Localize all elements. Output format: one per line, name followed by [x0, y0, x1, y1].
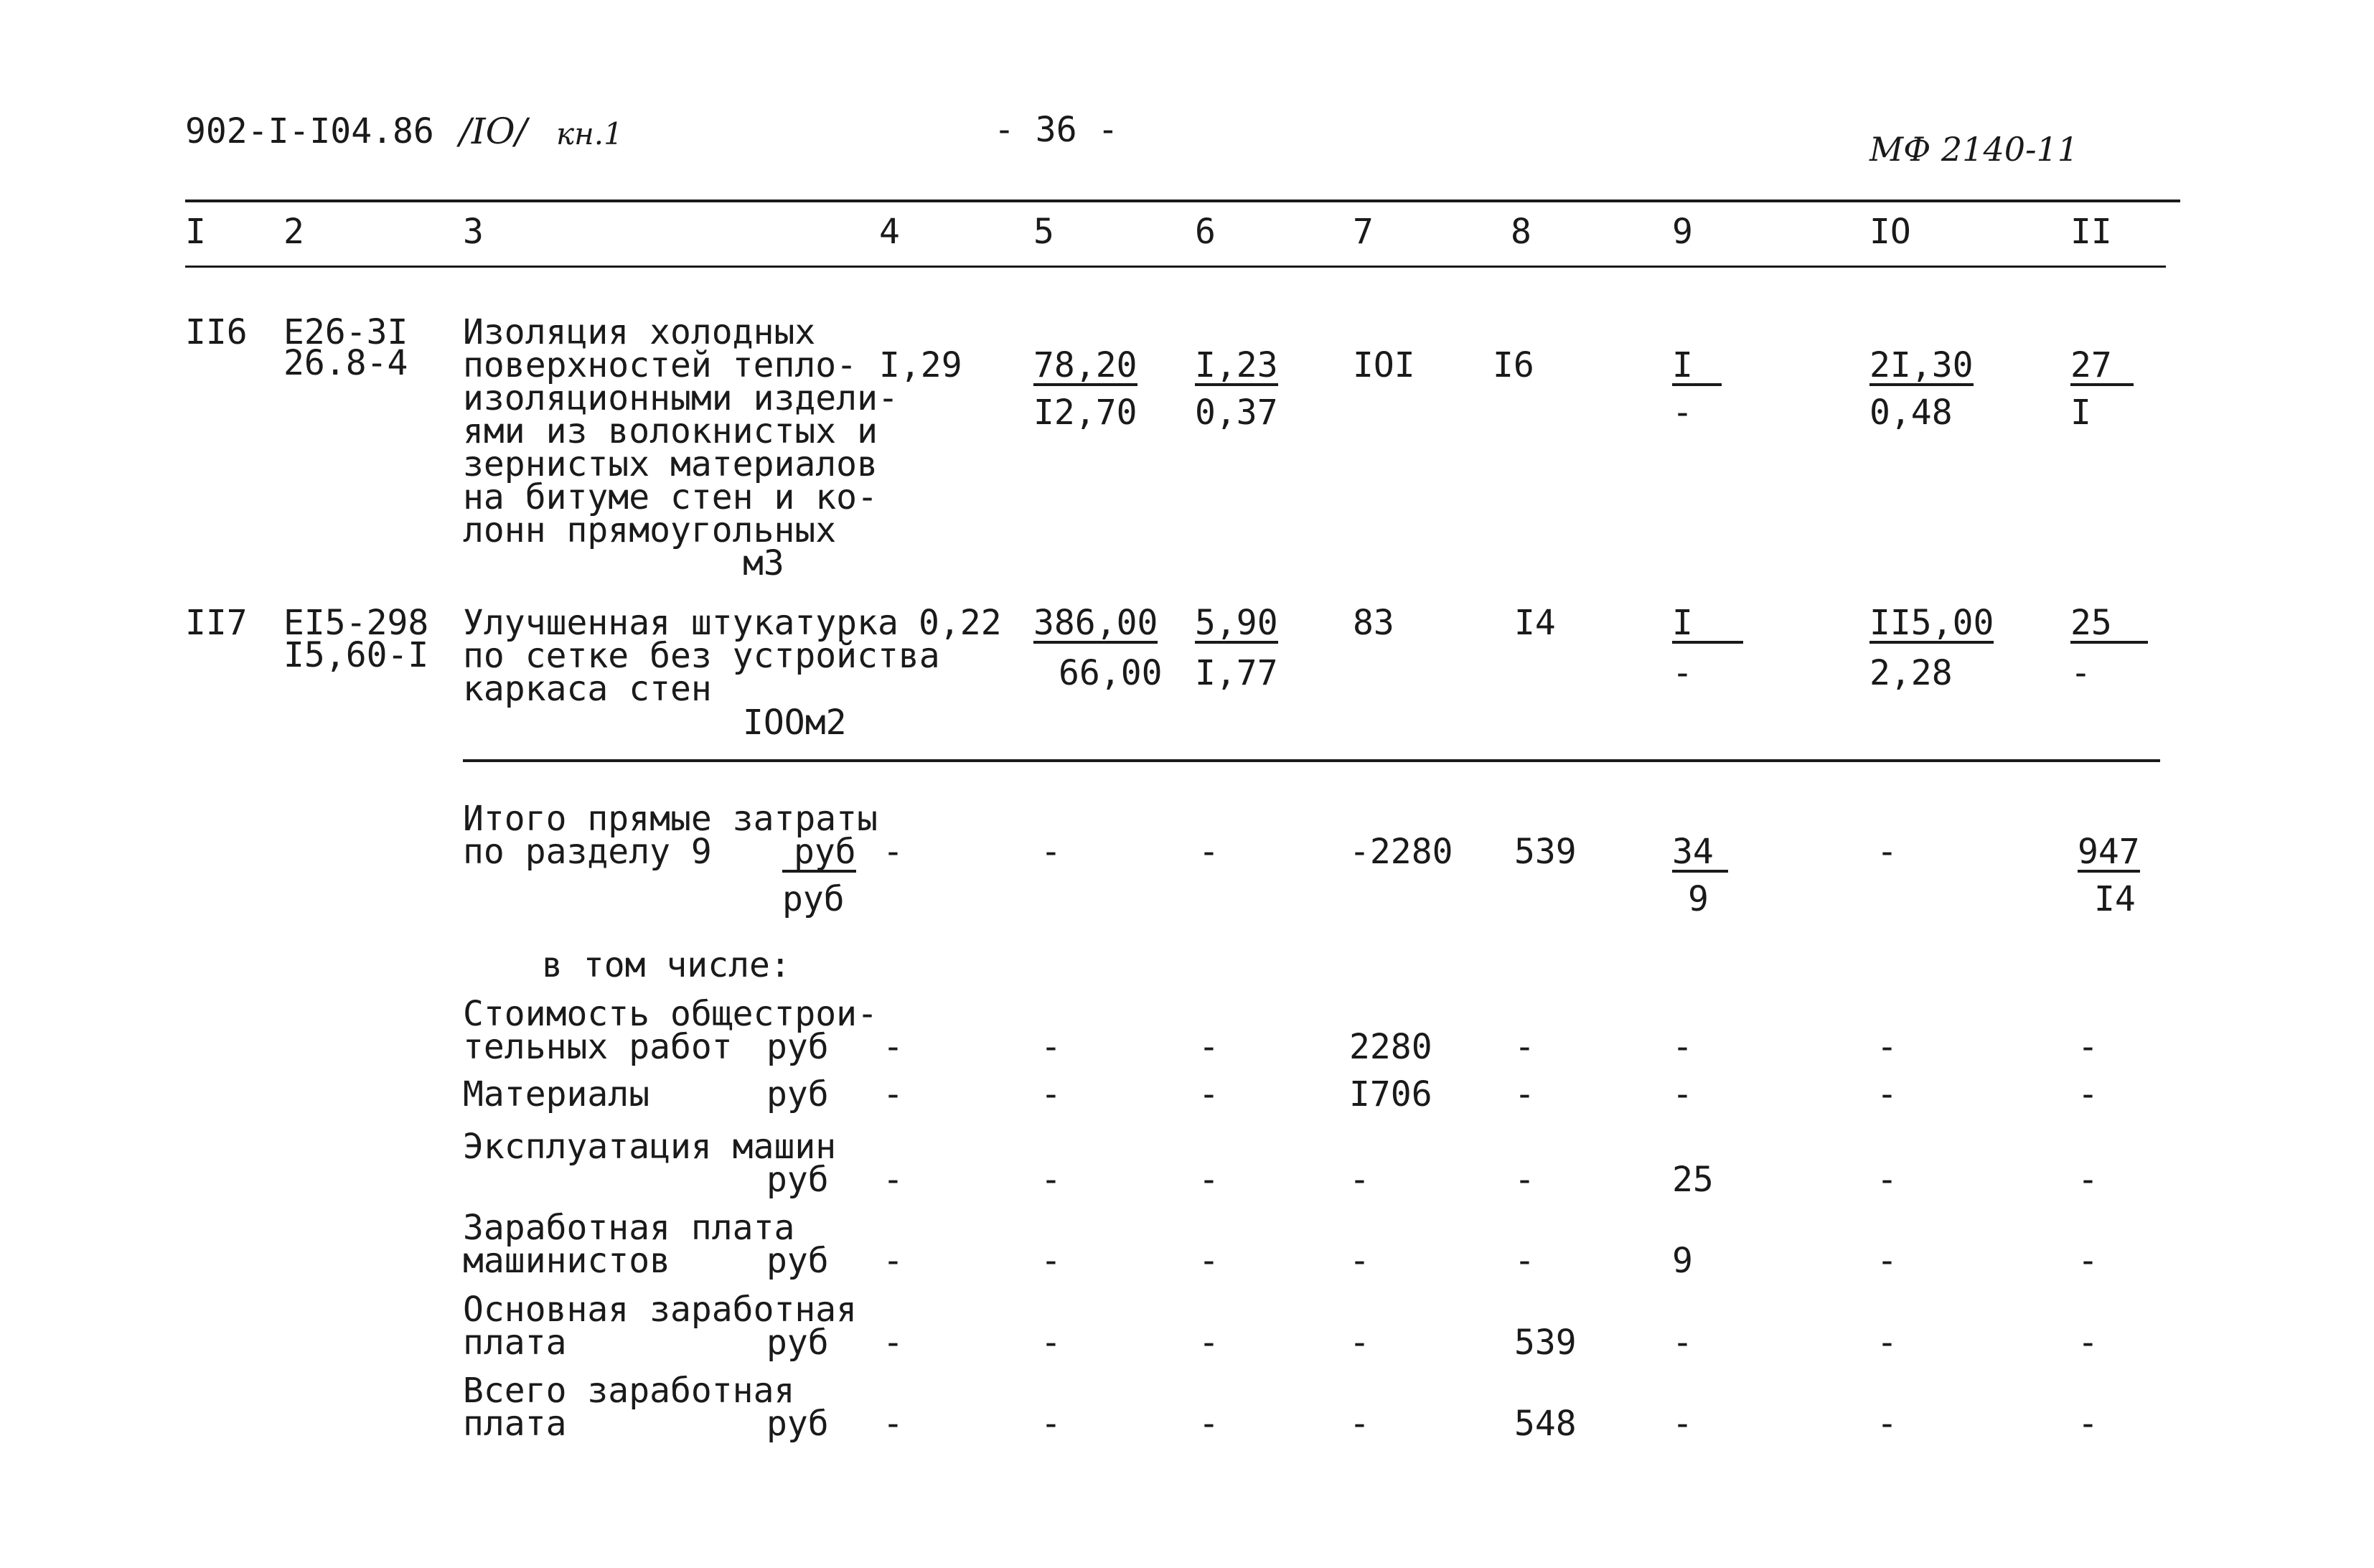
breakdown-label: Эксплуатация машин: [463, 1127, 837, 1167]
total-machine-wages: 9: [1688, 879, 1709, 919]
breakdown-value: -: [2078, 1027, 2098, 1067]
breakdown-value: -: [1514, 1241, 1535, 1281]
quantity: 0,22: [919, 603, 1002, 643]
unit-cost-machines: 5,90: [1195, 603, 1278, 643]
unit-cost-total: 78,20: [1033, 345, 1137, 385]
unit-cost-machines: I,23: [1195, 345, 1278, 385]
total-col6: -: [1198, 832, 1219, 872]
including-label: в том числе:: [542, 945, 791, 985]
breakdown-value: -: [1041, 1404, 1061, 1444]
column-header: 8: [1511, 212, 1531, 252]
column-header: I: [185, 212, 206, 252]
page-number: - 36 -: [994, 110, 1119, 150]
breakdown-value: -: [1877, 1160, 1897, 1200]
rate-code-ref: I5,60-I: [283, 635, 429, 675]
breakdown-label: Всего заработная плата: [463, 1371, 795, 1444]
total-cost: -2280: [1349, 832, 1453, 872]
column-header: 6: [1195, 212, 1216, 252]
breakdown-value: -: [1672, 1404, 1693, 1444]
breakdown-value: -: [1672, 1074, 1693, 1114]
breakdown-value: -: [1877, 1241, 1897, 1281]
breakdown-value: -: [1041, 1323, 1061, 1363]
breakdown-value: -: [1198, 1241, 1219, 1281]
breakdown-value: -: [1198, 1160, 1219, 1200]
breakdown-value: -: [1041, 1027, 1061, 1067]
column-header: 9: [1672, 212, 1693, 252]
total-unit-top: руб: [782, 835, 856, 873]
quantity: I,29: [879, 345, 962, 385]
table-header-rule: [185, 266, 2166, 268]
rate-code: EI5-298: [283, 603, 429, 643]
breakdown-value: -: [883, 1027, 904, 1067]
column-header: 3: [463, 212, 484, 252]
breakdown-value: -: [1041, 1160, 1061, 1200]
column-header: 5: [1033, 212, 1054, 252]
archive-stamp: МФ 2140-11: [1869, 130, 2079, 169]
breakdown-value: -: [1349, 1160, 1370, 1200]
total-label: Итого прямые затраты по разделу 9: [463, 799, 878, 872]
breakdown-value: -: [1198, 1323, 1219, 1363]
breakdown-value: -: [2078, 1241, 2098, 1281]
column-header: IO: [1869, 212, 1911, 252]
total-wages: 539: [1514, 832, 1577, 872]
breakdown-value: -: [883, 1404, 904, 1444]
column-header: 7: [1353, 212, 1374, 252]
breakdown-value: 25: [1672, 1160, 1714, 1200]
breakdown-unit: руб: [766, 1074, 829, 1114]
breakdown-unit: руб: [766, 1404, 829, 1444]
breakdown-value: -: [1349, 1323, 1370, 1363]
breakdown-value: -: [1672, 1323, 1693, 1363]
work-description: Улучшенная штукатурка по сетке без устройства каркаса стен: [463, 603, 940, 709]
unit-cost-machine-wages: 0,37: [1195, 393, 1278, 433]
breakdown-value: 2280: [1349, 1027, 1432, 1067]
labor-per-unit-machines: 0,48: [1869, 393, 1953, 433]
total-wages: I4: [1514, 603, 1556, 643]
breakdown-value: -: [883, 1074, 904, 1114]
breakdown-unit: руб: [766, 1160, 829, 1200]
breakdown-label: Основная заработная плата: [463, 1290, 858, 1363]
row-number: II6: [185, 312, 248, 352]
labor-total: 25: [2070, 606, 2148, 644]
total-col10: -: [1877, 832, 1897, 872]
breakdown-value: I706: [1349, 1074, 1432, 1114]
breakdown-value: -: [1198, 1074, 1219, 1114]
column-header: 4: [879, 212, 900, 252]
total-col4: -: [883, 832, 904, 872]
total-machines: 34: [1672, 835, 1728, 873]
labor-per-unit: 2I,30: [1869, 345, 1974, 385]
total-machines: I: [1672, 606, 1743, 644]
total-col5: -: [1041, 832, 1061, 872]
breakdown-value: -: [1877, 1404, 1897, 1444]
unit-cost-machine-wages: I,77: [1195, 653, 1278, 693]
document-part: /IO/: [459, 111, 527, 152]
rate-code: E26-3I: [283, 312, 408, 352]
unit-cost-wages: I2,70: [1033, 393, 1137, 433]
breakdown-value: 548: [1514, 1404, 1577, 1444]
labor-per-unit: II5,00: [1869, 603, 1994, 643]
total-machines: I: [1672, 349, 1722, 386]
breakdown-value: -: [883, 1323, 904, 1363]
unit-cost-wages: 66,00: [1059, 653, 1163, 693]
labor-total-machines: -: [2070, 653, 2091, 693]
rate-code-ref: 26.8-4: [283, 343, 408, 383]
breakdown-unit: руб: [766, 1027, 829, 1067]
column-header: 2: [283, 212, 304, 252]
document-code: 902-I-I04.86: [185, 111, 434, 151]
breakdown-value: -: [2078, 1323, 2098, 1363]
column-header: II: [2070, 212, 2112, 252]
total-wages: I6: [1493, 345, 1534, 385]
breakdown-value: -: [1041, 1074, 1061, 1114]
total-labor-machines: I4: [2094, 879, 2136, 919]
total-labor: 947: [2078, 832, 2140, 872]
breakdown-value: -: [1198, 1027, 1219, 1067]
breakdown-value: -: [1514, 1027, 1535, 1067]
labor-per-unit-machines: 2,28: [1869, 653, 1953, 693]
labor-total-machines: I: [2070, 393, 2091, 433]
breakdown-value: -: [1349, 1241, 1370, 1281]
unit-cost-total: 386,00: [1033, 603, 1158, 643]
breakdown-value: -: [1877, 1323, 1897, 1363]
breakdown-value: -: [1198, 1404, 1219, 1444]
row-number: II7: [185, 603, 248, 643]
labor-total: 27: [2070, 349, 2134, 386]
breakdown-unit: руб: [766, 1323, 829, 1363]
breakdown-value: -: [1877, 1027, 1897, 1067]
table-top-rule: [185, 199, 2180, 202]
breakdown-label: Заработная плата машинистов: [463, 1208, 795, 1281]
breakdown-label: Стоимость общестрои- тельных работ: [463, 994, 878, 1067]
breakdown-value: -: [1514, 1160, 1535, 1200]
breakdown-value: -: [2078, 1160, 2098, 1200]
total-cost: 83: [1353, 603, 1394, 643]
breakdown-unit: руб: [766, 1241, 829, 1281]
total-machine-wages: -: [1672, 393, 1693, 433]
breakdown-value: -: [1877, 1074, 1897, 1114]
breakdown-value: -: [1349, 1404, 1370, 1444]
work-description: Изоляция холодных поверхностей тепло- изоляционными издели- ями из волокнистых и зернистых материалов на битуме стен и ко- лонн прямоугольных: [463, 312, 899, 550]
total-machine-wages: -: [1672, 653, 1693, 693]
breakdown-value: 9: [1672, 1241, 1693, 1281]
total-unit-bottom: руб: [782, 879, 845, 919]
breakdown-value: -: [883, 1160, 904, 1200]
unit: м3: [743, 543, 784, 583]
breakdown-value: -: [1041, 1241, 1061, 1281]
breakdown-value: 539: [1514, 1323, 1577, 1363]
document-book: кн.1: [556, 116, 623, 151]
unit: IOOм2: [743, 703, 847, 743]
breakdown-value: -: [883, 1241, 904, 1281]
breakdown-value: -: [1514, 1074, 1535, 1114]
breakdown-value: -: [1672, 1027, 1693, 1067]
total-cost: IOI: [1353, 345, 1415, 385]
breakdown-value: -: [2078, 1404, 2098, 1444]
breakdown-value: -: [2078, 1074, 2098, 1114]
section-divider: [463, 759, 2160, 762]
breakdown-label: Материалы: [463, 1074, 650, 1114]
